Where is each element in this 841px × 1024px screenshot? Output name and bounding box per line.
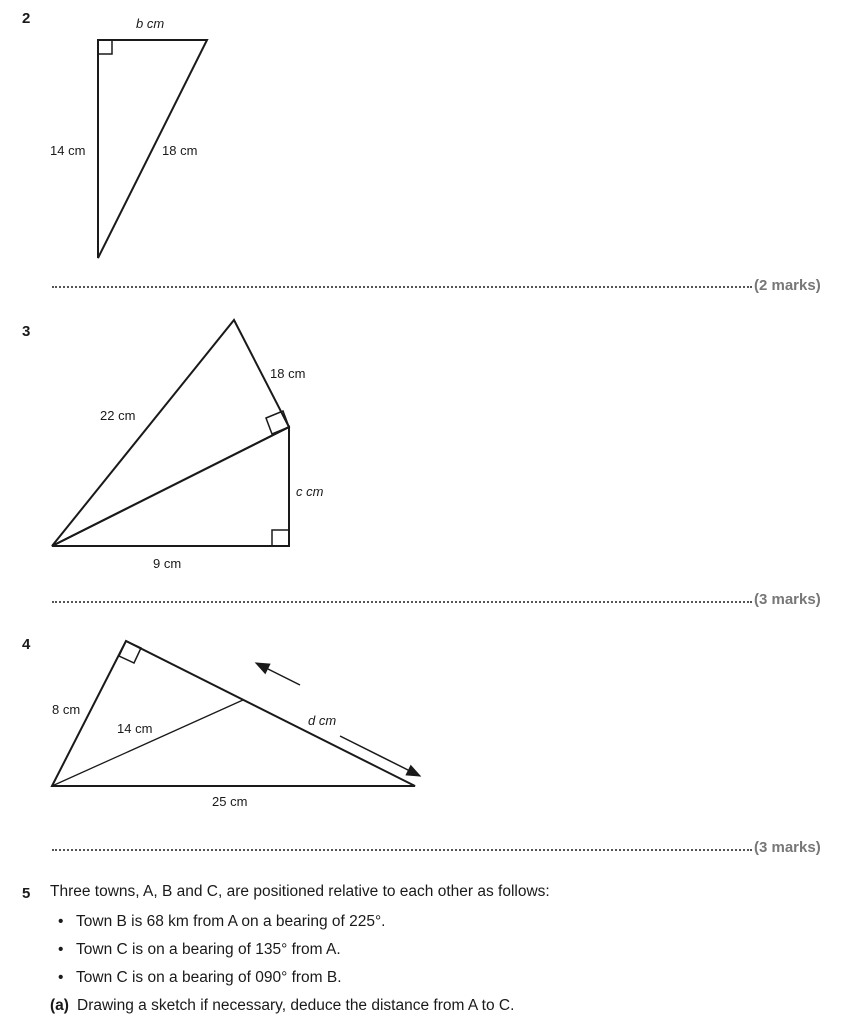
q3-label-c: c cm xyxy=(296,484,324,499)
q2-label-14: 14 cm xyxy=(50,143,86,158)
bullet-dot: • xyxy=(58,969,64,986)
q3-label-9: 9 cm xyxy=(153,556,182,571)
q3-marks: (3 marks) xyxy=(754,591,821,608)
q4-label-25: 25 cm xyxy=(212,794,248,809)
q4-label-d: d cm xyxy=(308,713,337,728)
q5-part-a-label: (a) xyxy=(50,997,69,1014)
q4-arrow-upper xyxy=(256,663,300,685)
question-number-5: 5 xyxy=(22,885,31,902)
q4-arrow-lower xyxy=(340,736,420,776)
q3-label-18: 18 cm xyxy=(270,366,306,381)
question-number-4: 4 xyxy=(22,636,31,653)
q2-marks: (2 marks) xyxy=(754,277,821,294)
q5-intro-text: Three towns, A, B and C, are positioned relative to each other as follows: xyxy=(50,883,550,900)
q5-bullet-2: Town C is on a bearing of 135° from A. xyxy=(76,941,341,958)
q3-label-22: 22 cm xyxy=(100,408,136,423)
question-number-3: 3 xyxy=(22,323,31,340)
q5-bullet-3: Town C is on a bearing of 090° from B. xyxy=(76,969,342,986)
q4-label-8: 8 cm xyxy=(52,702,81,717)
q2-label-18: 18 cm xyxy=(162,143,198,158)
q5-bullet-1: Town B is 68 km from A on a bearing of 225°. xyxy=(76,913,386,930)
bullet-dot: • xyxy=(58,941,64,958)
q4-inner-line xyxy=(52,700,243,786)
bullet-dot: • xyxy=(58,913,64,930)
q2-label-b: b cm xyxy=(136,16,165,31)
q4-marks: (3 marks) xyxy=(754,839,821,856)
q4-triangle xyxy=(52,641,415,786)
q4-answer-line[interactable] xyxy=(52,849,752,851)
q4-right-angle-mark xyxy=(119,641,141,663)
q5-part-a-text: Drawing a sketch if necessary, deduce the distance from A to C. xyxy=(77,997,515,1014)
q4-label-14: 14 cm xyxy=(117,721,153,736)
question-number-2: 2 xyxy=(22,10,31,27)
